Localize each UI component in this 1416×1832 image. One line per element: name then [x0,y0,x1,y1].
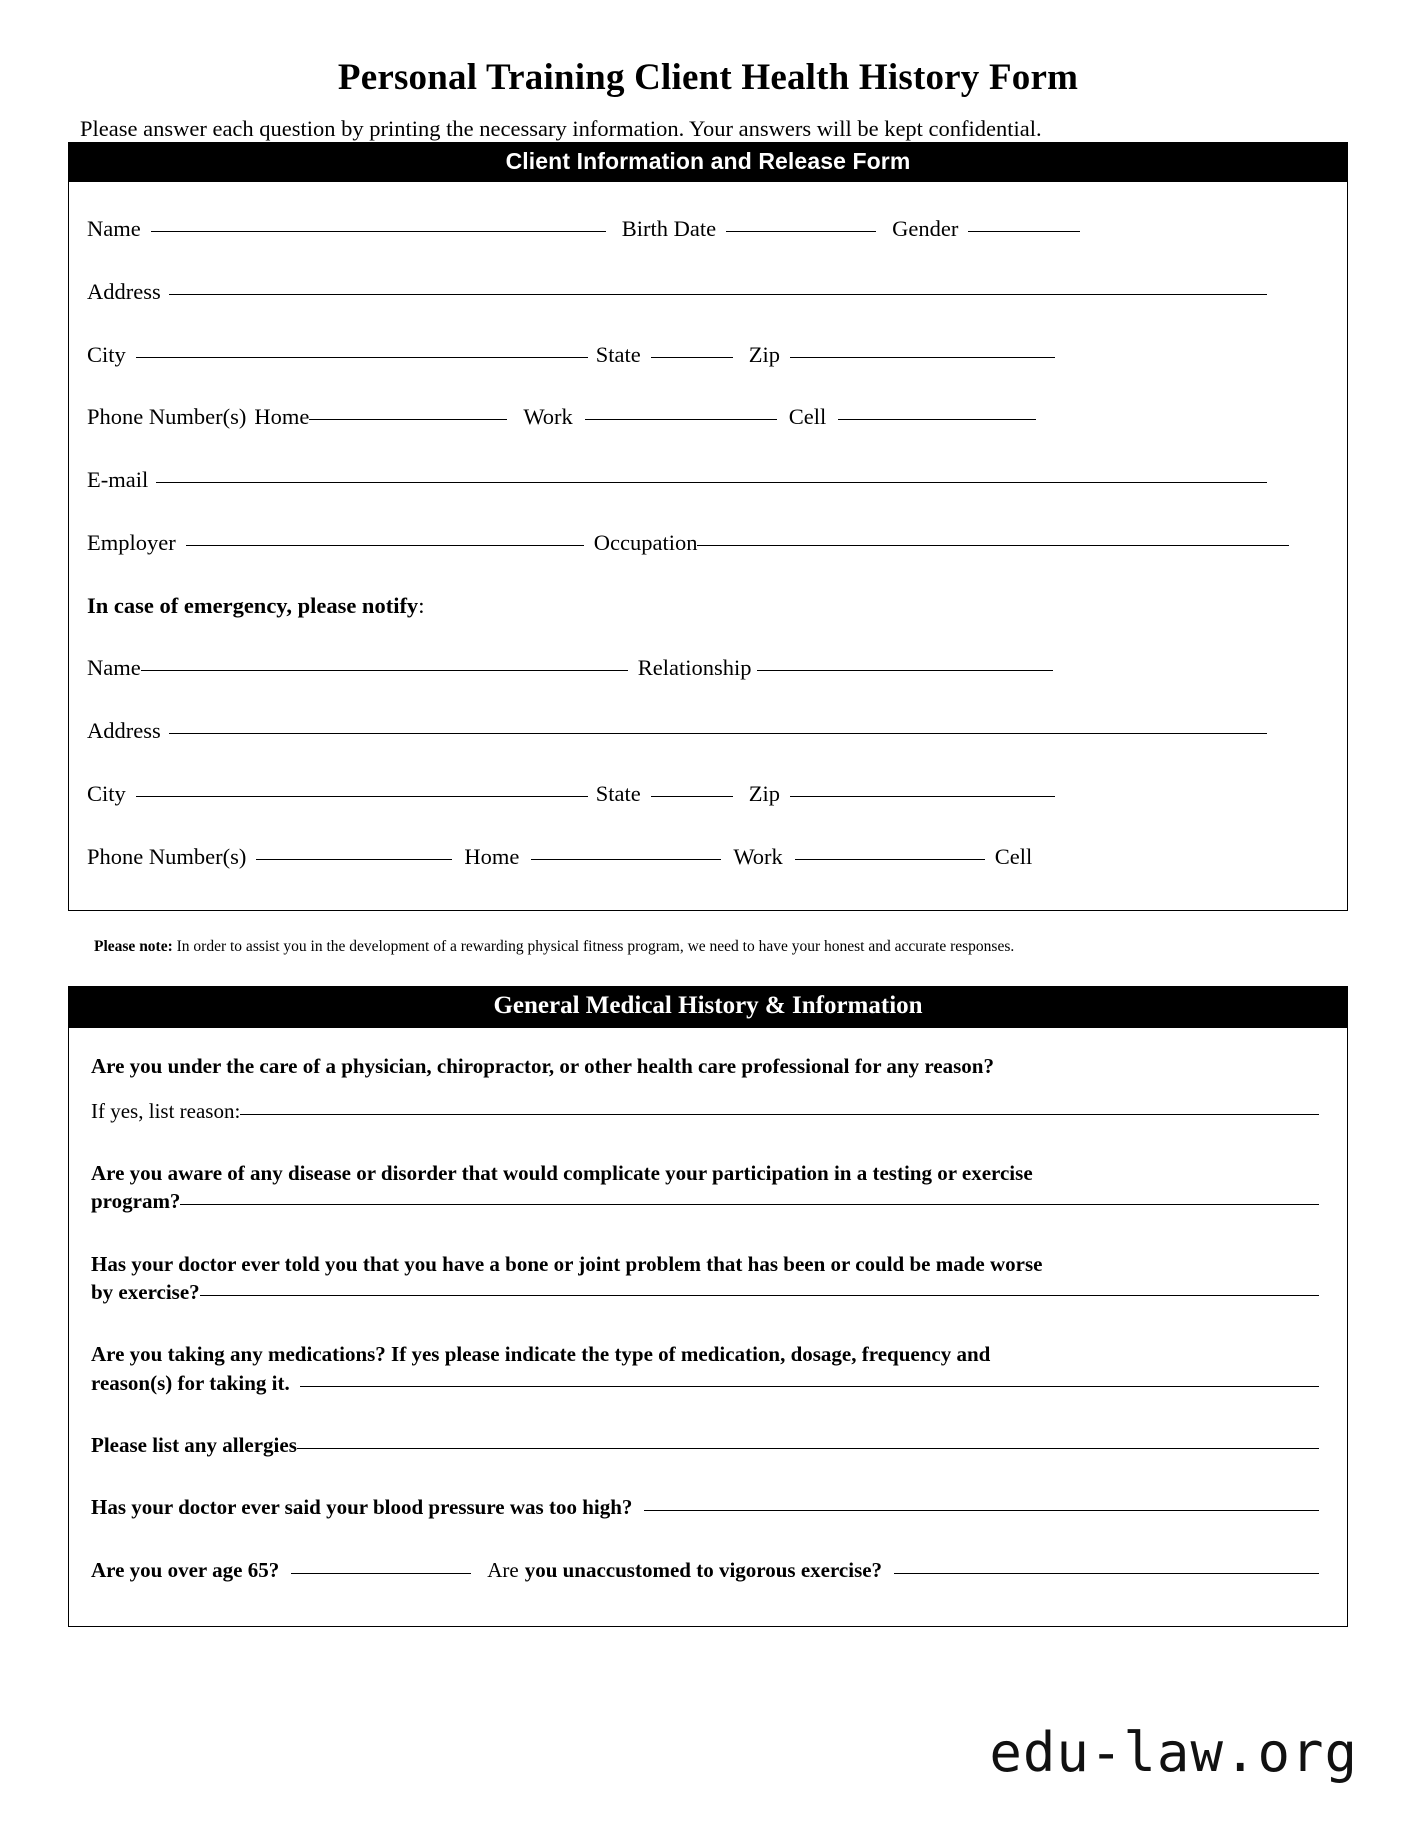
label-email: E-mail [87,467,149,493]
input-emergency-phone-1[interactable] [256,859,452,860]
input-gender[interactable] [968,231,1080,232]
input-emergency-phone-work[interactable] [795,859,985,860]
question-1-text: Are you under the care of a physician, chiropractor, or other health care professional for any reason? [91,1054,994,1079]
row-emergency-address [87,718,1329,744]
label-emergency-work: Work [733,843,783,869]
question-4-line-2: reason(s) for taking it. [91,1370,290,1395]
input-email[interactable] [156,482,1267,483]
label-address: Address [87,278,161,304]
label-birth-date: Birth Date [621,215,717,241]
page-title: Personal Training Client Health History Form [337,57,1079,98]
input-question-2[interactable] [180,1204,1319,1205]
input-phone-work[interactable] [585,419,777,420]
label-emergency-zip: Zip [748,780,781,806]
label-emergency-city: City [87,780,126,806]
input-question-6-blood-pressure[interactable] [644,1510,1319,1511]
input-question-7b-vigorous-exercise[interactable] [894,1573,1319,1574]
label-emergency-phone-numbers: Phone Number(s) [87,843,247,869]
emergency-heading-text: In case of emergency, please notify [87,593,419,619]
label-occupation: Occupation [593,530,698,556]
question-3-line-2: by exercise? [91,1279,200,1304]
input-city[interactable] [136,357,588,358]
row-city-state-zip [87,342,1329,368]
question-1-followup-label: If yes, list reason: [91,1098,241,1123]
label-emergency-home: Home [464,843,520,869]
question-4-line-2-wrap [91,1369,1327,1397]
input-question-7a-age[interactable] [291,1573,471,1574]
question-7b-prefix: Are [487,1557,519,1582]
medical-section-box [68,1028,1348,1627]
input-employer[interactable] [186,545,584,546]
label-zip: Zip [748,341,781,367]
page-subtitle: Please answer each question by printing the necessary information. Your answers will be kept confidential. [80,115,1042,141]
input-occupation[interactable] [697,545,1289,546]
row-emergency-phone-numbers [87,844,1329,870]
question-6 [83,1493,1333,1521]
question-6-label: Has your doctor ever said your blood pressure was too high? [91,1495,633,1520]
input-phone-cell[interactable] [838,419,1036,420]
input-question-5-allergies[interactable] [297,1448,1319,1449]
question-1-followup [83,1097,1333,1125]
label-gender: Gender [892,215,959,241]
label-relationship: Relationship [637,655,752,681]
please-note-label: Please note: [94,937,173,955]
question-3 [83,1250,1333,1307]
label-emergency-state: State [595,780,641,806]
row-employer-occupation [87,530,1329,556]
client-section-header: Client Information and Release Form [68,142,1348,182]
input-emergency-state[interactable] [651,796,733,797]
row-name-birthdate-gender [87,216,1329,242]
emergency-heading [87,593,1329,619]
client-section-box [68,182,1348,911]
input-question-3[interactable] [200,1295,1319,1296]
label-city: City [87,341,126,367]
question-4-line-1: Are you taking any medications? If yes please indicate the type of medication, dosage, frequency and [91,1342,991,1367]
medical-section-body [69,1028,1347,1626]
input-state[interactable] [651,357,733,358]
label-employer: Employer [87,530,176,556]
client-section-header-wrap [68,142,1348,182]
question-3-line-2-wrap [91,1278,1327,1306]
label-work: Work [523,404,573,430]
input-emergency-city[interactable] [136,796,588,797]
input-birth-date[interactable] [726,231,876,232]
emergency-heading-colon: : [418,593,425,619]
row-emergency-name-relationship [87,655,1329,681]
label-phone-numbers: Phone Number(s) [87,404,247,430]
question-2 [83,1159,1333,1216]
input-question-1-reason[interactable] [240,1114,1319,1115]
question-2-line-2: program? [91,1189,181,1214]
input-emergency-name[interactable] [141,670,628,671]
label-name: Name [87,215,141,241]
input-name[interactable] [151,231,606,232]
input-emergency-zip[interactable] [790,796,1055,797]
medical-section-header: General Medical History & Information [68,986,1348,1028]
question-3-line-1: Has your doctor ever told you that you have a bone or joint problem that has been or could be made worse [91,1251,1043,1276]
input-emergency-address[interactable] [169,733,1267,734]
label-cell: Cell [788,404,827,430]
label-emergency-cell: Cell [994,843,1033,869]
input-zip[interactable] [790,357,1055,358]
question-2-line-2-wrap [91,1187,1327,1215]
client-section-body [69,182,1347,910]
question-7b-label: you unaccustomed to vigorous exercise? [524,1557,883,1582]
input-relationship[interactable] [757,670,1053,671]
question-2-line-1: Are you aware of any disease or disorder that would complicate your participation in a testing or exercise [91,1160,1033,1185]
row-phone-numbers [87,404,1329,430]
label-emergency-address: Address [87,717,161,743]
question-5 [83,1431,1333,1459]
input-phone-home[interactable] [309,419,507,420]
question-4 [83,1340,1333,1397]
label-home: Home [254,404,310,430]
please-note [68,937,1348,956]
input-question-4[interactable] [300,1386,1319,1387]
row-address [87,279,1329,305]
input-emergency-phone-home[interactable] [531,859,721,860]
watermark: edu-law.org [989,1721,1358,1784]
label-state: State [595,341,641,367]
label-emergency-name: Name [87,655,141,681]
row-emergency-city-state-zip [87,781,1329,807]
row-email [87,467,1329,493]
please-note-text: In order to assist you in the development of a rewarding physical fitness program, we need to have your honest and accurate responses. [176,937,1015,955]
medical-section-header-wrap [68,986,1348,1028]
question-7a-label: Are you over age 65? [91,1557,280,1582]
question-5-label: Please list any allergies [91,1432,297,1457]
question-1 [83,1052,1333,1080]
question-7 [83,1556,1333,1584]
input-address[interactable] [169,294,1267,295]
